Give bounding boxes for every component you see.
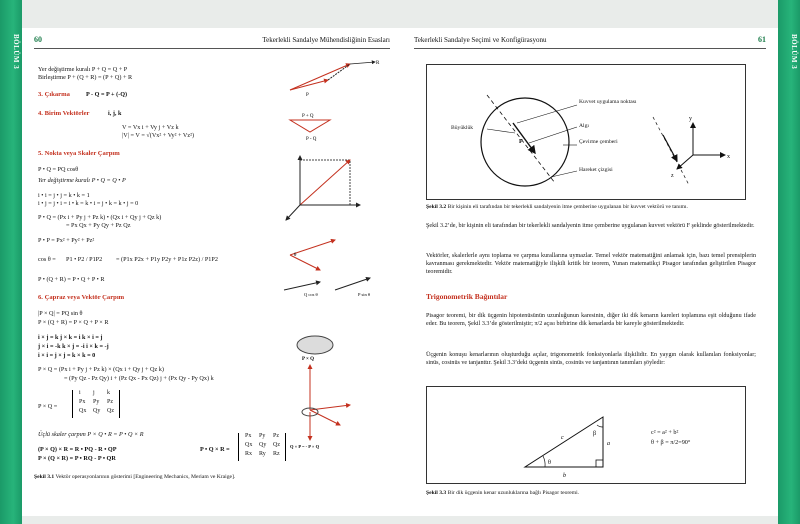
vector-pq-arrow [290,64,350,90]
label-direction: Algı [579,123,589,129]
angle-sum-eq: θ + β = π/2=90° [651,439,691,446]
leader-force [517,105,577,123]
triple-determinant-label: P • Q × R = [200,446,230,453]
matrix-cell: Rx [245,451,253,457]
dot-distributive: P • (Q + R) = P • Q + P • R [38,276,105,283]
label-f: F [519,139,523,145]
axis-force [663,135,677,161]
figure-3-3 [426,386,746,484]
matrix-cell: Pz [273,433,279,439]
matrix-cell: Rz [273,451,280,457]
subtraction-heading: 3. Çıkarma [38,91,70,98]
label-line-of-action: Hareket çizgisi [579,167,613,173]
tri-label-beta: β [593,431,597,437]
determinant-1 [72,390,120,418]
vector-components: V = Vx i + Vy j + Vz k [122,124,179,131]
label-qcos: Q cos θ [304,292,318,297]
tri-label-theta: θ [548,460,551,466]
matrix-cell: Px [79,399,86,405]
dot-expansion: P • Q = (Px i + Py j + Pz k) • (Qx i + Qy j + Qz k) [38,214,162,221]
vector-magnitude: |V| = V = √(Vx² + Vy² + Vz²) [122,132,195,139]
left-side-band [0,0,22,524]
caption-3-2-text: Bir kişinin eli tarafından bir tekerlekli sandalyenin itme çemberine uygulanan bir kuvvet vektörü ve tanımı. [447,204,688,210]
vector-r-arrow [350,62,375,64]
proj-vector-2 [335,278,370,290]
left-page [22,28,402,516]
matrix-cell: Pz [107,399,113,405]
pythagoras-eq: c² = a² + b² [651,429,679,436]
cos-theta-frac: P1 • P2 / P1P2 [66,256,103,263]
matrix-cell: Py [93,399,100,405]
caption-3-2 [426,204,756,211]
dot-result: = Px Qx + Py Qy + Pz Qz [66,222,131,229]
label-pxq: P × Q [302,357,315,362]
cross-product-heading: 6. Çapraz veya Vektör Çarpım [38,294,125,301]
caption-3-3-label: Şekil 3.3 [426,490,447,496]
matrix-cell: Qx [79,408,87,414]
associative-rule: Birleştirme P + (Q + R) = (P + Q) + R [38,74,133,81]
tri-label-a: a [607,441,610,447]
vector-operations-figure [280,60,390,470]
figure-3-2-drawing [427,65,745,199]
cross-plane [297,336,333,354]
unit-vectors-heading: 4. Birim Vektörler [38,110,90,117]
label-p-minus-q: P - Q [306,137,317,142]
right-side-band [778,0,800,524]
dot-definition: P • Q = PQ cosθ [38,166,79,173]
cos-theta-expanded: = (P1x P2x + P1y P2y + P1z P2z) / P1P2 [116,256,218,263]
vector-triple-2: P × (Q × R) = P • RQ - P • QR [38,455,116,462]
matrix-cell: Qz [273,442,280,448]
determinant-2 [238,433,286,461]
dot-unit-1: i • i = j • j = k • k = 1 [38,192,90,199]
unit-vector-v [300,160,350,205]
matrix-cell: i [79,390,81,396]
cross-magnitude: |P × Q| = PQ sin θ [38,310,83,317]
label-x: x [727,154,730,160]
label-psin: P sin θ [358,292,370,297]
cross-expansion: P × Q = (Px i + Py j + Pz k) × (Qx i + Qy j + Qz k) [38,366,164,373]
cross-unit-2: j × i = -k k × j = -i i × k = -j [38,343,109,350]
matrix-cell: Qx [245,442,253,448]
cos-theta-label: cos θ = [38,256,56,263]
label-magnitude: Büyüklük [451,125,474,131]
right-page-number: 61 [758,35,766,44]
subtraction-eq: P - Q = P + (-Q) [86,91,128,98]
label-force-point: Kuvvet uygulama noktası [579,99,637,105]
dot-vector-p [290,240,335,255]
leader-dir [529,127,577,143]
label-push-rim: Çevirme çemberi [579,139,618,145]
cross-determinant-label: P × Q = [38,403,58,410]
cross-unit-3: i × i = j × j = k × k = 0 [38,352,96,359]
label-z: z [671,173,674,179]
triple-product: Üçlü skaler çarpım P × Q • R = P • Q × R [38,431,144,438]
trig-heading: Trigonometrik Bağıntılar [426,292,508,301]
dot-commutative: Yer değiştirme kuralı P • Q = Q • P [38,177,126,184]
matrix-cell: j [93,390,95,396]
figure-3-3-drawing [427,387,745,483]
matrix-cell: Px [245,433,252,439]
label-pq: P + Q [302,114,314,119]
matrix-cell: Qy [93,408,101,414]
vector-triple-1: (P × Q) × R = R • PQ - R • QP [38,446,117,453]
cross-distributive: P × (Q + R) = P × Q + P × R [38,319,109,326]
cross-vector-p [310,410,340,425]
label-y: y [689,116,692,122]
right-page [402,28,778,516]
figure-3-2 [426,64,746,200]
left-page-header [34,36,390,49]
caption-3-3 [426,490,756,497]
label-theta: θ [294,253,297,258]
matrix-cell: k [107,390,110,396]
label-r: R [376,61,380,66]
left-section-tab: BÖLÜM 3 [12,34,20,70]
cross-result: = (Py Qz - Pz Qy) i + (Pz Qx - Px Qz) j + (Px Qy - Py Qx) k [64,375,214,382]
matrix-cell: Qz [107,408,114,414]
caption-3-2-label: Şekil 3.2 [426,204,447,210]
label-p: P [306,93,309,98]
matrix-cell: Py [259,433,266,439]
right-triangle [525,417,603,467]
paragraph-3: Pisagor teoremi, bir dik üçgenin hipotenüsünün uzunluğunun karesinin, diğer iki dik kenarın kareleri toplamına eşit olduğunu ifade eder. Bu teorem, Şekil 3.3’de gösterilmiştir; π/2 açısı birbirine dik kenarlarda bir kareyle gösterilmektedir. [426,313,756,327]
right-section-tab: BÖLÜM 3 [790,34,798,70]
cross-unit-1: i × j = k j × k = i k × i = j [38,334,103,341]
tri-label-b: b [563,473,566,479]
left-running-head: Tekerlekli Sandalye Mühendisliğinin Esasları [262,36,390,44]
paragraph-4: Üçgenin konuşu kenarlarının oluşturduğu açılar, trigonometrik fonksiyonlarla ilişkilidir. En yaygın olarak kullanılan fonksiyonlar; sinüs, cosinüs ve tanjanttır. Şekil 3.3’deki üçgenin sinüs, cosinüs ve tanjantının tanımları şöyledir: [426,352,756,366]
tri-label-c: c [561,435,564,441]
paragraph-1: Şekil 3.2’de, bir kişinin eli tarafından bir tekerlekli sandalyenin itme çemberine uygulanan kuvvet vektörü F şeklinde gösterilmektedir. [426,223,755,229]
matrix-cell: Ry [259,451,266,457]
dot-self: P • P = Px² + Py² + Pz² [38,237,95,244]
commutative-rule: Yer değiştirme kuralı P + Q = Q + P [38,66,128,73]
dot-unit-0: i • j = j • i = i • k = k • i = j • k = k • j = 0 [38,200,139,207]
subtraction-triangle [290,120,330,132]
label-qxp: Q × P = - P × Q [290,444,320,449]
dot-product-heading: 5. Nokta veya Skaler Çarpım [38,150,120,157]
matrix-cell: Qy [259,442,267,448]
unit-vectors-eq: i, j, k [108,110,122,117]
caption-3-1-text: Vektör operasyonlarının gösterimi [Engineering Mechanics, Meriam ve Kraige]. [55,474,236,480]
proj-vector-1 [284,282,320,290]
leader-mag [487,129,515,133]
force-vector-f [513,123,535,153]
axis-line-3 [286,205,300,220]
caption-3-1-label: Şekil 3.1 [34,474,55,480]
right-page-header [414,36,766,49]
caption-3-3-text: Bir dik üçgenin kenar uzunluklarına bağlı Pisagor teoremi. [447,490,580,496]
right-running-head: Tekerlekli Sandalye Seçimi ve Konfigürasyonu [414,36,547,44]
caption-3-1 [34,474,390,481]
paragraph-2: Vektörler, skalerlerle aynı toplama ve çarpma kurallarına uymazlar. Temel vektör matematiğini anlamak için, bazı temel prensiplerin kavranması gerekmektedir. Vektör matematiğiyle ilişkili kritik bir teorem, Yunan matematikçi Pisagor tarafından geliştirilen Pisagor teoremidir. [426,253,756,275]
left-page-number: 60 [34,35,42,44]
